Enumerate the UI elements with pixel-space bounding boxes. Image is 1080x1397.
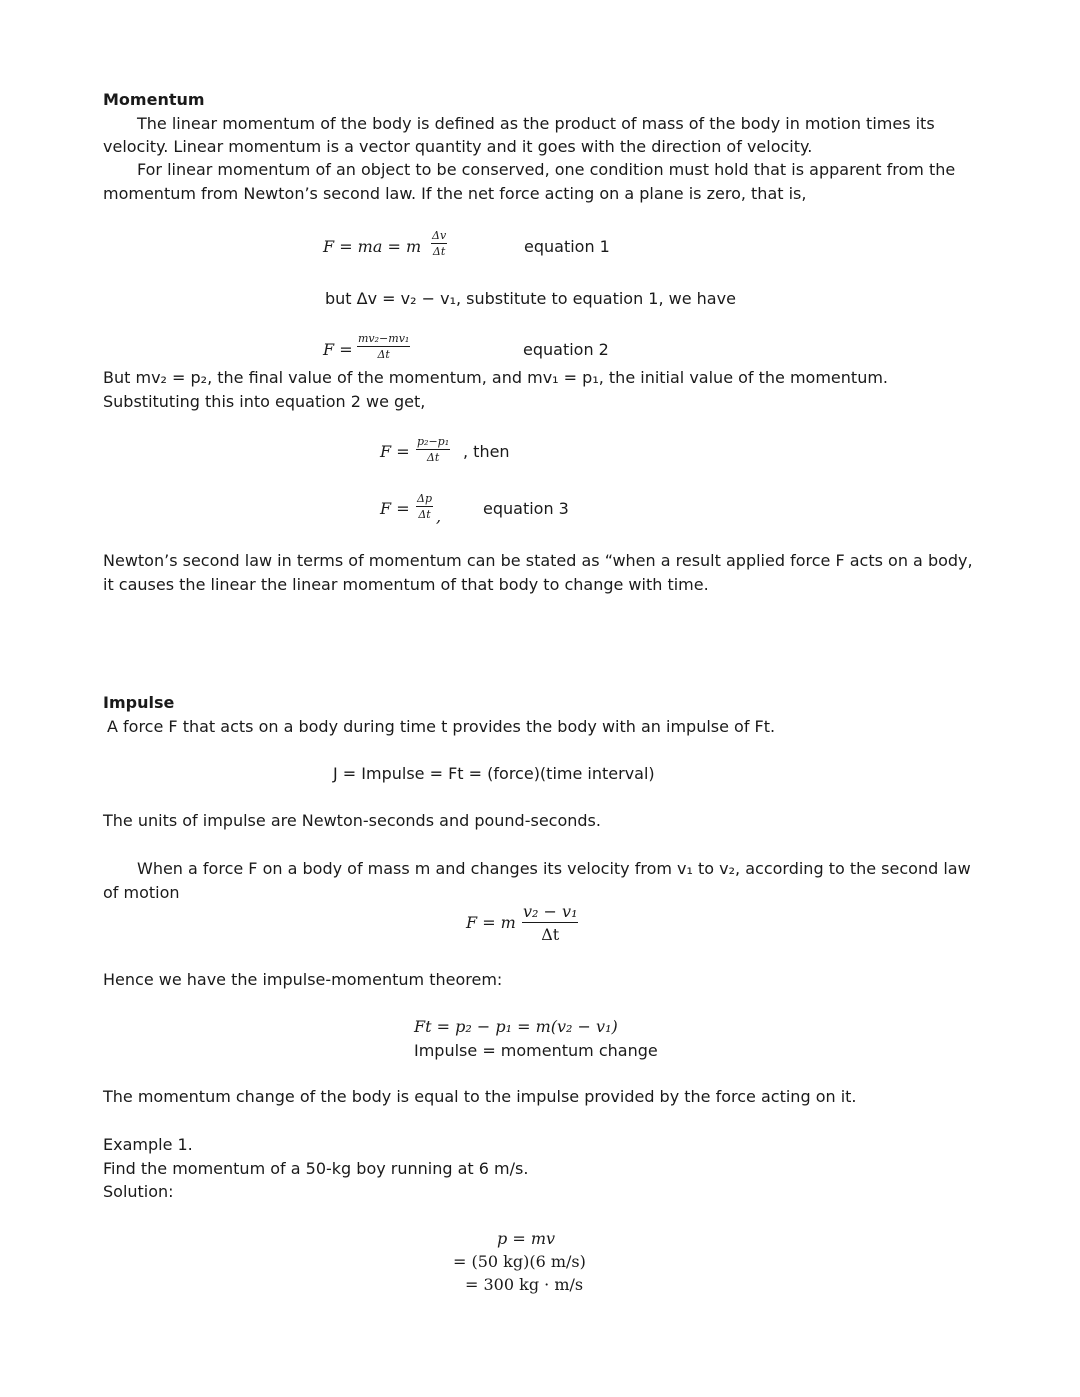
impulse-eq-fraction-bar	[522, 922, 578, 923]
impulse-para-line1: When a force F on a body of mass m and changes its velocity from v₁ to v₂, according to the second law	[137, 859, 971, 878]
eq3a-fraction-bar	[416, 449, 450, 450]
eq1-fraction-bar	[431, 243, 447, 244]
eq3a-lhs: F =	[380, 442, 410, 461]
eq3-label: equation 3	[483, 499, 569, 518]
example-solution-label: Solution:	[103, 1182, 174, 1201]
example-step3: = 300 kg · m/s	[465, 1275, 584, 1294]
momentum-heading: Momentum	[103, 90, 205, 109]
eq3a-denominator: Δt	[426, 451, 440, 464]
example-title: Example 1.	[103, 1135, 193, 1154]
momentum-para2-line1: For linear momentum of an object to be conserved, one condition must hold that is apparent from the	[137, 160, 956, 179]
impulse-line1: A force F that acts on a body during time t provides the body with an impulse of Ft.	[107, 717, 776, 736]
momentum-para2-line2: momentum from Newton’s second law. If the net force acting on a plane is zero, that is,	[103, 184, 807, 203]
impulse-heading: Impulse	[103, 693, 175, 712]
eq3-comma: ,	[436, 507, 442, 526]
eq3-numerator: Δp	[417, 492, 432, 505]
eq1-label: equation 1	[524, 237, 610, 256]
momentum-para1-line2: velocity. Linear momentum is a vector quantity and it goes with the direction of velocity.	[103, 137, 813, 156]
eq2-denominator: Δt	[377, 348, 390, 361]
eq1-denominator: Δt	[432, 245, 446, 258]
example-step1: p = mv	[497, 1229, 556, 1248]
eq1-lhs: F = ma = m	[323, 237, 422, 256]
impulse-theorem: Ft = p₂ − p₁ = m(v₂ − v₁)	[414, 1017, 618, 1036]
eq2-lhs: F =	[323, 340, 353, 359]
eq2-fraction	[357, 333, 410, 361]
momentum-para3-line2: Substituting this into equation 2 we get,	[103, 392, 426, 411]
momentum-para3-line1: But mv₂ = p₂, the final value of the momentum, and mv₁ = p₁, the initial value of the momentum.	[103, 368, 888, 387]
eq3-fraction-bar	[416, 506, 433, 507]
impulse-eq-denominator: Δt	[541, 925, 560, 944]
example-question: Find the momentum of a 50-kg boy running at 6 m/s.	[103, 1159, 529, 1178]
eq1-numerator: Δv	[432, 229, 447, 242]
eq2-numerator: mv₂−mv₁	[358, 332, 410, 345]
eq3-fraction	[416, 493, 433, 521]
impulse-para-line2: of motion	[103, 883, 180, 902]
eq1-fraction	[431, 230, 447, 258]
eq3-denominator: Δt	[418, 508, 431, 521]
eq2-label: equation 2	[523, 340, 609, 359]
eq2-fraction-bar	[357, 346, 410, 347]
example-step2: = (50 kg)(6 m/s)	[453, 1252, 586, 1271]
impulse-hence: Hence we have the impulse-momentum theorem:	[103, 970, 503, 989]
impulse-eq-lhs: F = m	[466, 913, 516, 932]
impulse-units: The units of impulse are Newton-seconds and pound-seconds.	[103, 811, 601, 830]
substitution-text: but Δv = v₂ − v₁, substitute to equation 1, we have	[325, 289, 736, 308]
impulse-conclusion: The momentum change of the body is equal to the impulse provided by the force acting on it.	[103, 1087, 857, 1106]
impulse-eq-fraction	[522, 902, 578, 944]
impulse-theorem-words: Impulse = momentum change	[414, 1041, 658, 1060]
eq3a-fraction	[416, 436, 450, 464]
eq3a-suffix: , then	[463, 442, 510, 461]
impulse-eq-numerator: v₂ − v₁	[523, 902, 578, 921]
momentum-para4-line1: Newton’s second law in terms of momentum can be stated as “when a result applied force F acts on a body,	[103, 551, 973, 570]
eq3a-numerator: p₂−p₁	[417, 435, 450, 448]
eq3-lhs: F =	[380, 499, 410, 518]
impulse-definition: J = Impulse = Ft = (force)(time interval)	[333, 764, 655, 783]
momentum-para4-line2: it causes the linear the linear momentum of that body to change with time.	[103, 575, 709, 594]
momentum-para1-line1: The linear momentum of the body is defined as the product of mass of the body in motion times its	[137, 114, 935, 133]
